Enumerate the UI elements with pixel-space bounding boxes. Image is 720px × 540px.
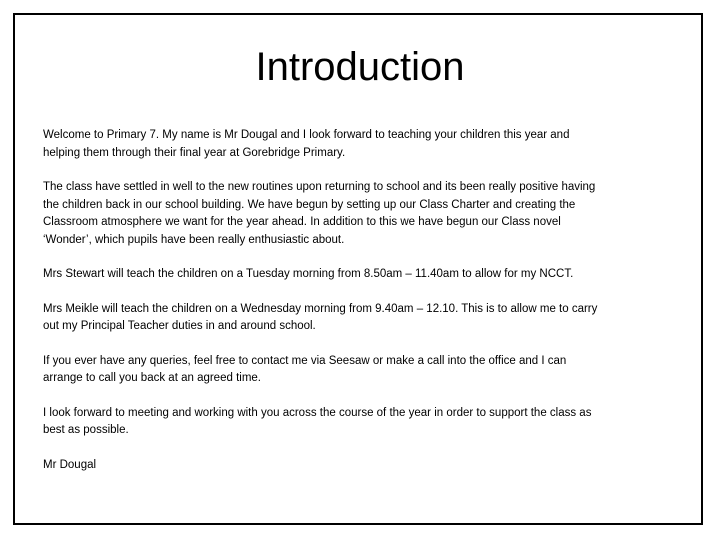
slide-title: Introduction <box>255 45 465 89</box>
slide-body <box>43 127 643 474</box>
signature: Mr Dougal <box>43 458 97 471</box>
welcome-paragraph: Welcome to Primary 7. My name is Mr Dougal and I look forward to teaching your children this year and helping them through their final year at Gorebridge Primary. <box>43 129 570 159</box>
closing-paragraph: I look forward to meeting and working with you across the course of the year in order to support the class as best as possible. <box>43 406 592 436</box>
queries-paragraph: If you ever have any queries, feel free to contact me via Seesaw or make a call into the office and I can arrange to call you back at an agreed time. <box>43 354 567 384</box>
tuesday-teacher-paragraph: Mrs Stewart will teach the children on a Tuesday morning from 8.50am – 11.40am to allow for my NCCT. <box>43 268 574 280</box>
class-settled-paragraph: The class have settled in well to the new routines upon returning to school and its been really positive having the children back in our school building. We have begun by setting up our Class Charter and creating the Classroom atmosphere we want for the year ahead. In addition to this we have begun our Class novel ‘Wonder’, which pupils have been really enthusiastic about. <box>43 181 596 246</box>
wednesday-teacher-paragraph: Mrs Meikle will teach the children on a Wednesday morning from 9.40am – 12.10. This is to allow me to carry out my Principal Teacher duties in and around school. <box>43 302 598 332</box>
